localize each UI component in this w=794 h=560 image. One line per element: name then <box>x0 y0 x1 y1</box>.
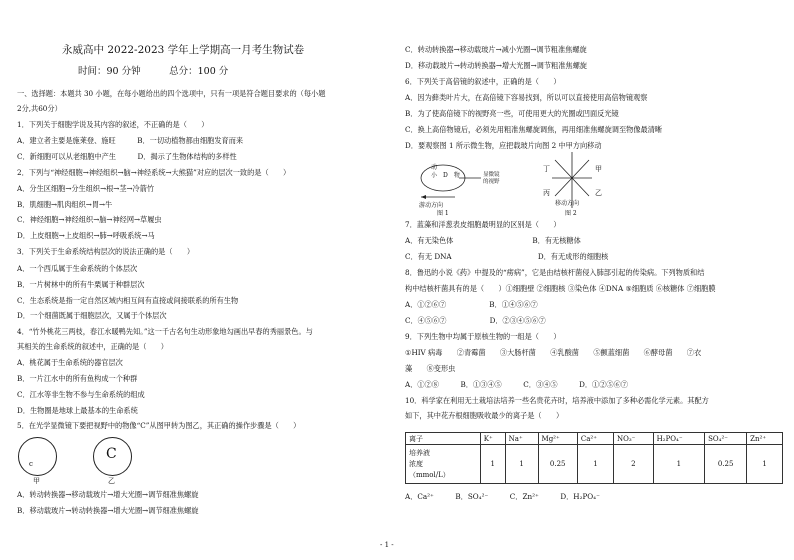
option-line: B．移动载玻片→转动转换器→增大光圈→调节细准焦螺旋 <box>17 506 199 515</box>
text-line: 如下，其中花卉根细胞吸收最少的离子是（ ） <box>405 411 564 420</box>
table-cell: 1 <box>577 445 613 484</box>
table-cell: Ca²⁺ <box>577 433 613 445</box>
exam-subtitle: 时间：90 分钟 总分：100 分 <box>78 66 229 77</box>
fig2-jia: 甲 <box>595 165 602 173</box>
table-cell: H₂PO₄⁻ <box>653 433 704 445</box>
table-cell: 离子 <box>406 433 481 445</box>
question-7: 7．蓝藻和洋葱表皮细胞最明显的区别是（ ） <box>405 220 561 229</box>
option-line: D．要观察图 1 所示微生物，应把载玻片向图 2 中甲方向移动 <box>405 141 602 150</box>
option-line: D．上皮细胞→上皮组织→肺→呼吸系统→马 <box>17 231 155 240</box>
option-line: C．转动转换器→移动载玻片→减小光圈→调节粗准焦螺旋 <box>405 45 587 54</box>
option-line: C．新细胞可以从老细胞中产生 D．揭示了生物体结构的多样性 <box>17 152 237 161</box>
fig2-ding: 丁 <box>543 165 550 173</box>
fig2-direction: 移动方向 <box>555 200 580 207</box>
fig2-bing: 丙 <box>543 189 550 197</box>
option-line: C．④⑤⑥⑦ D．②③④⑤⑥⑦ <box>405 316 546 325</box>
option-line: D．一个细菌既属于细胞层次，又属于个体层次 <box>17 311 167 320</box>
table-cell: 1 <box>480 445 505 484</box>
table-cell: Zn²⁺ <box>747 433 783 445</box>
table-cell: 1 <box>653 445 704 484</box>
question-10: 10．科学家在利用无土栽培法培养一些名贵花卉时，培养液中添加了多种必需化学元素。其配方 <box>405 396 709 405</box>
option-line: A．分生区细胞→分生组织→根→茎→冷箭竹 <box>17 184 155 193</box>
text-line: 构中结核杆菌具有的是（ ）①细胞壁 ②细胞核 ③染色体 ④DNA ⑤细胞质 ⑥核糖体 ⑦细胞膜 <box>405 284 716 293</box>
table-cell: 0.25 <box>705 445 747 484</box>
fig2-yi: 乙 <box>595 189 602 197</box>
option-line: C．江水等非生物不参与生命系统的组成 <box>17 390 145 399</box>
option-line: A．有无染色体 B．有无核糖体 <box>405 236 581 245</box>
option-line: A．桃花属于生命系统的器官层次 <box>17 358 123 367</box>
option-line: C．有无 DNA D．有无成形的细胞核 <box>405 252 609 261</box>
table-cell: Na⁺ <box>505 433 538 445</box>
question-4: 4．“竹外桃花三两枝，春江水暖鸭先知。”这一千古名句生动形象地勾画出早春的秀丽景色。与 <box>17 327 313 336</box>
option-line: B．一片树林中的所有牛栗属于种群层次 <box>17 280 145 289</box>
text-line: 一、选择题：本题共 30 小题，在每小题给出的四个选项中，只有一项是符合题目要求的（每小题 <box>17 89 326 98</box>
letter-c-large: C <box>106 446 117 462</box>
option-line: C．神经细胞→神经组织→脑→神经网→草履虫 <box>17 215 162 224</box>
answer-options-10: A．Ca²⁺ B．SO₄²⁻ C．Zn²⁺ D．H₂PO₄⁻ <box>405 492 600 501</box>
question-2: 2．下列与“神经细胞→神经组织→脑→神经系统→大熊猫”对应的层次一致的是（ ） <box>17 168 291 177</box>
fig2-caption: 图 2 <box>565 210 577 217</box>
table-header-row <box>406 433 783 445</box>
option-line: A．因为藓类叶片大，在高倍镜下容易找到，所以可以直接使用高倍物镜观察 <box>405 93 648 102</box>
table-cell: 1 <box>505 445 538 484</box>
question-6: 6．下列关于高倍镜的叙述中，正确的是（ ） <box>405 77 561 86</box>
table-row-label: 培养液 浓度 （mmol/L） <box>406 445 481 484</box>
table-cell: 1 <box>747 445 783 484</box>
question-8: 8．鲁迅的小说《药》中提及的“痨病”，它是由结核杆菌侵入肺部引起的传染病。下列物质和结 <box>405 268 705 277</box>
question-1: 1．下列关于细胞学说及其内容的叙述，不正确的是（ ） <box>17 120 209 129</box>
text-line: 藻 ⑧变形虫 <box>405 364 456 373</box>
fig1-caption: 图 1 <box>437 210 449 217</box>
text-line: 其相关的生命系统的叙述中，正确的是（ ） <box>17 342 168 351</box>
question-9: 9．下列生物中均属于原核生物的一组是（ ） <box>405 332 561 341</box>
fig1-organism-label: 动 小 D 物 <box>431 164 460 179</box>
option-line: A．建立者主要是施莱登、施旺 B．一切动植物都由细胞发育而来 <box>17 136 244 145</box>
option-line: D．移动载玻片→转动转换器→增大光圈→调节粗准焦螺旋 <box>405 61 587 70</box>
option-line: C．生态系统是指一定自然区域内相互间有直接或间接联系的所有生物 <box>17 296 239 305</box>
option-line: B．一片江水中的所有鱼构成一个种群 <box>17 374 138 383</box>
fig1-note: 显微镜 的视野 <box>483 172 500 185</box>
text-line: 2分,共60分） <box>17 104 62 113</box>
exam-title: 永威高中 2022-2023 学年上学期高一月考生物试卷 <box>62 44 305 56</box>
option-line: D．生物圈是地球上最基本的生命系统 <box>17 406 138 415</box>
text-line: ①HIV 病毒 ②青霉菌 ③大肠杆菌 ④乳酸菌 ⑤颤蓝细菌 ⑥酵母菌 ⑦衣 <box>405 348 702 357</box>
fig1-direction: 游动方向 <box>419 202 444 209</box>
table-cell: NO₃⁻ <box>613 433 653 445</box>
option-line: C．换上高倍物镜后，必须先用粗准焦螺旋调焦，再用细准焦螺旋调至物像最清晰 <box>405 125 663 134</box>
option-line: A．①②⑧ B．①③④⑤ C．③④⑤ D．①②⑤⑥⑦ <box>405 380 628 389</box>
label-yi: 乙 <box>108 477 115 485</box>
question-5: 5．在光学显微镜下要把视野中的物像“C”从图甲转为图乙，其正确的操作步骤是（ ） <box>17 421 301 430</box>
table-cell: 2 <box>613 445 653 484</box>
table-cell: SO₄²⁻ <box>705 433 747 445</box>
view-circle-jia <box>18 437 57 476</box>
ion-concentration-table <box>405 432 783 484</box>
letter-c-small: c <box>29 460 33 468</box>
question-3: 3．下列关于生命系统结构层次的说法正确的是（ ） <box>17 247 195 256</box>
table-cell: 0.25 <box>538 445 577 484</box>
label-jia: 甲 <box>33 477 40 485</box>
option-line: A．转动转换器→移动载玻片→增大光圈→调节细准焦螺旋 <box>17 490 199 499</box>
option-line: B．肌细胞→肌肉组织→胃→牛 <box>17 200 113 209</box>
option-line: B．为了使高倍镜下的视野亮一些，可使用更大的光圈或凹面反光镜 <box>405 109 619 118</box>
option-line: A．一个西瓜属于生命系统的个体层次 <box>17 264 138 273</box>
table-row <box>406 445 783 484</box>
table-cell: K⁺ <box>480 433 505 445</box>
option-line: A．①②⑥⑦ B．①④⑤⑥⑦ <box>405 300 538 309</box>
page-number: - 1 - <box>380 541 394 549</box>
table-cell: Mg²⁺ <box>538 433 577 445</box>
